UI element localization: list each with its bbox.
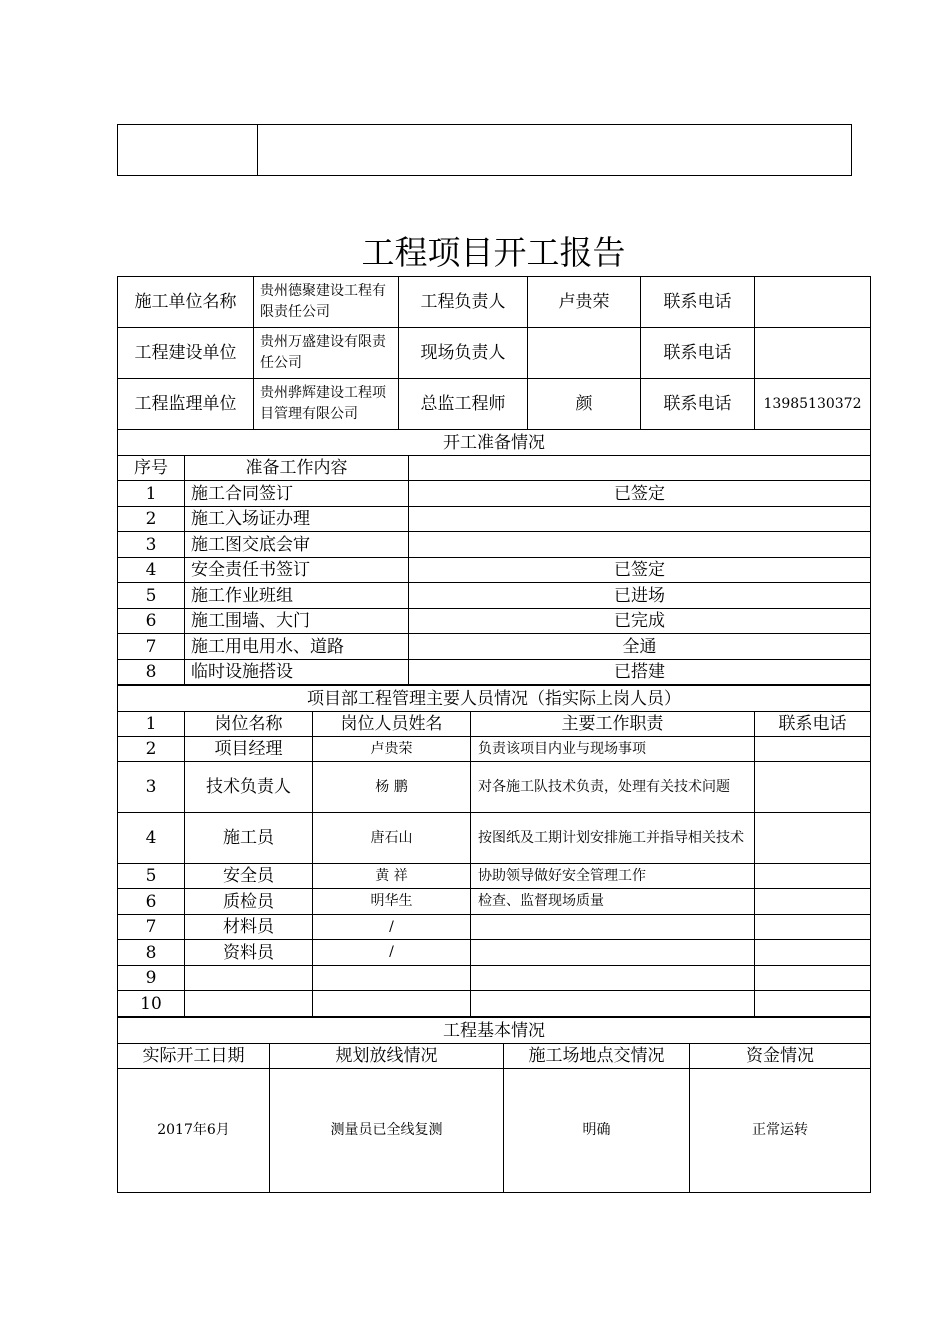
staff-position: 质检员 — [185, 889, 313, 915]
staff-phone — [755, 889, 871, 915]
prep-no: 3 — [118, 532, 185, 558]
header-role-value — [528, 328, 641, 379]
prep-status: 已进场 — [409, 583, 871, 609]
staff-position: 技术负责人 — [185, 762, 313, 813]
staff-no: 2 — [118, 737, 185, 762]
staff-row — [118, 813, 871, 864]
prep-content: 施工围墙、大门 — [185, 609, 409, 634]
staff-row — [118, 991, 871, 1017]
staff-no: 4 — [118, 813, 185, 864]
staff-no: 10 — [118, 991, 185, 1017]
header-role-value: 颜 — [528, 379, 641, 430]
prep-status: 全通 — [409, 634, 871, 660]
staff-position: 项目经理 — [185, 737, 313, 762]
prep-status: 已签定 — [409, 558, 871, 583]
staff-phone — [755, 966, 871, 991]
basic-header-site: 施工场地点交情况 — [504, 1044, 690, 1069]
staff-row — [118, 940, 871, 966]
prep-row — [118, 507, 871, 532]
page-title: 工程项目开工报告 — [361, 233, 626, 272]
header-phone-value — [755, 328, 871, 379]
prep-no: 4 — [118, 558, 185, 583]
basic-header-row — [118, 1044, 871, 1069]
prep-col-content: 准备工作内容 — [185, 456, 409, 481]
header-phone-label: 联系电话 — [641, 379, 755, 430]
prep-status: 已完成 — [409, 609, 871, 634]
top-cell-right — [258, 125, 852, 176]
staff-col-name: 岗位人员姓名 — [313, 712, 471, 737]
prep-row — [118, 532, 871, 558]
staff-position: 资料员 — [185, 940, 313, 966]
staff-col-no: 1 — [118, 712, 185, 737]
staff-name: / — [313, 940, 471, 966]
header-phone-label: 联系电话 — [641, 328, 755, 379]
prep-no: 6 — [118, 609, 185, 634]
staff-duty: 对各施工队技术负责，处理有关技术问题 — [471, 762, 755, 813]
basic-info-table — [117, 1017, 871, 1193]
staff-no: 9 — [118, 966, 185, 991]
staff-duty: 负责该项目内业与现场事项 — [471, 737, 755, 762]
staff-duty — [471, 991, 755, 1017]
header-role-label: 现场负责人 — [399, 328, 528, 379]
prep-section-title: 开工准备情况 — [118, 430, 871, 456]
prep-content: 施工图交底会审 — [185, 532, 409, 558]
basic-value-row — [118, 1069, 871, 1193]
staff-phone — [755, 737, 871, 762]
prep-status: 已签定 — [409, 481, 871, 507]
prep-content: 施工作业班组 — [185, 583, 409, 609]
staff-duty: 检查、监督现场质量 — [471, 889, 755, 915]
staff-name: 黄 祥 — [313, 864, 471, 889]
staff-col-position: 岗位名称 — [185, 712, 313, 737]
prep-row — [118, 660, 871, 685]
basic-start-date: 2017年6月 — [118, 1069, 270, 1193]
staff-name — [313, 991, 471, 1017]
header-value: 贵州骅辉建设工程项目管理有限公司 — [254, 379, 399, 430]
staff-no: 7 — [118, 915, 185, 940]
staff-name — [313, 966, 471, 991]
prep-row — [118, 634, 871, 660]
staff-duty — [471, 915, 755, 940]
staff-phone — [755, 762, 871, 813]
basic-funds-status: 正常运转 — [690, 1069, 871, 1193]
staff-name: / — [313, 915, 471, 940]
header-phone-value: 13985130372 — [755, 379, 871, 430]
prep-status: 已搭建 — [409, 660, 871, 685]
prep-no: 8 — [118, 660, 185, 685]
prep-table — [117, 429, 871, 685]
staff-duty: 协助领导做好安全管理工作 — [471, 864, 755, 889]
staff-name: 杨 鹏 — [313, 762, 471, 813]
basic-section-title: 工程基本情况 — [118, 1018, 871, 1044]
header-phone-label: 联系电话 — [641, 277, 755, 328]
staff-phone — [755, 915, 871, 940]
basic-header-layout: 规划放线情况 — [270, 1044, 504, 1069]
staff-row — [118, 915, 871, 940]
basic-header-funds: 资金情况 — [690, 1044, 871, 1069]
header-value: 贵州德聚建设工程有限责任公司 — [254, 277, 399, 328]
prep-row — [118, 583, 871, 609]
staff-no: 6 — [118, 889, 185, 915]
staff-phone — [755, 940, 871, 966]
staff-no: 5 — [118, 864, 185, 889]
prep-col-status — [409, 456, 871, 481]
header-value: 贵州万盛建设有限责任公司 — [254, 328, 399, 379]
staff-row — [118, 864, 871, 889]
prep-no: 2 — [118, 507, 185, 532]
staff-duty: 按图纸及工期计划安排施工并指导相关技术 — [471, 813, 755, 864]
prep-content: 安全责任书签订 — [185, 558, 409, 583]
header-role-label: 总监工程师 — [399, 379, 528, 430]
staff-col-phone: 联系电话 — [755, 712, 871, 737]
top-partial-table — [117, 124, 852, 176]
basic-header-start-date: 实际开工日期 — [118, 1044, 270, 1069]
staff-position: 施工员 — [185, 813, 313, 864]
staff-phone — [755, 991, 871, 1017]
staff-row — [118, 762, 871, 813]
staff-name: 唐石山 — [313, 813, 471, 864]
staff-position: 安全员 — [185, 864, 313, 889]
header-row — [118, 277, 871, 328]
prep-no: 7 — [118, 634, 185, 660]
staff-table — [117, 685, 871, 1017]
prep-row — [118, 609, 871, 634]
prep-content: 施工入场证办理 — [185, 507, 409, 532]
staff-position — [185, 991, 313, 1017]
staff-col-duty: 主要工作职责 — [471, 712, 755, 737]
staff-section-title: 项目部工程管理主要人员情况（指实际上岗人员） — [118, 686, 871, 712]
header-label: 工程监理单位 — [118, 379, 254, 430]
prep-no: 1 — [118, 481, 185, 507]
header-info-table — [117, 276, 871, 430]
header-role-value: 卢贵荣 — [528, 277, 641, 328]
prep-no: 5 — [118, 583, 185, 609]
staff-phone — [755, 864, 871, 889]
staff-no: 3 — [118, 762, 185, 813]
staff-header-row — [118, 712, 871, 737]
prep-row — [118, 481, 871, 507]
staff-name: 明华生 — [313, 889, 471, 915]
staff-phone — [755, 813, 871, 864]
header-row — [118, 328, 871, 379]
staff-name: 卢贵荣 — [313, 737, 471, 762]
staff-position: 材料员 — [185, 915, 313, 940]
prep-header-row — [118, 456, 871, 481]
basic-site-status: 明确 — [504, 1069, 690, 1193]
prep-status — [409, 507, 871, 532]
staff-position — [185, 966, 313, 991]
prep-col-no: 序号 — [118, 456, 185, 481]
prep-content: 施工用电用水、道路 — [185, 634, 409, 660]
staff-no: 8 — [118, 940, 185, 966]
basic-layout-status: 测量员已全线复测 — [270, 1069, 504, 1193]
prep-status — [409, 532, 871, 558]
staff-row — [118, 737, 871, 762]
staff-duty — [471, 966, 755, 991]
header-label: 工程建设单位 — [118, 328, 254, 379]
staff-row — [118, 966, 871, 991]
prep-content: 临时设施搭设 — [185, 660, 409, 685]
header-row — [118, 379, 871, 430]
header-label: 施工单位名称 — [118, 277, 254, 328]
prep-row — [118, 558, 871, 583]
staff-row — [118, 889, 871, 915]
top-cell-left — [118, 125, 258, 176]
prep-content: 施工合同签订 — [185, 481, 409, 507]
header-role-label: 工程负责人 — [399, 277, 528, 328]
staff-duty — [471, 940, 755, 966]
header-phone-value — [755, 277, 871, 328]
